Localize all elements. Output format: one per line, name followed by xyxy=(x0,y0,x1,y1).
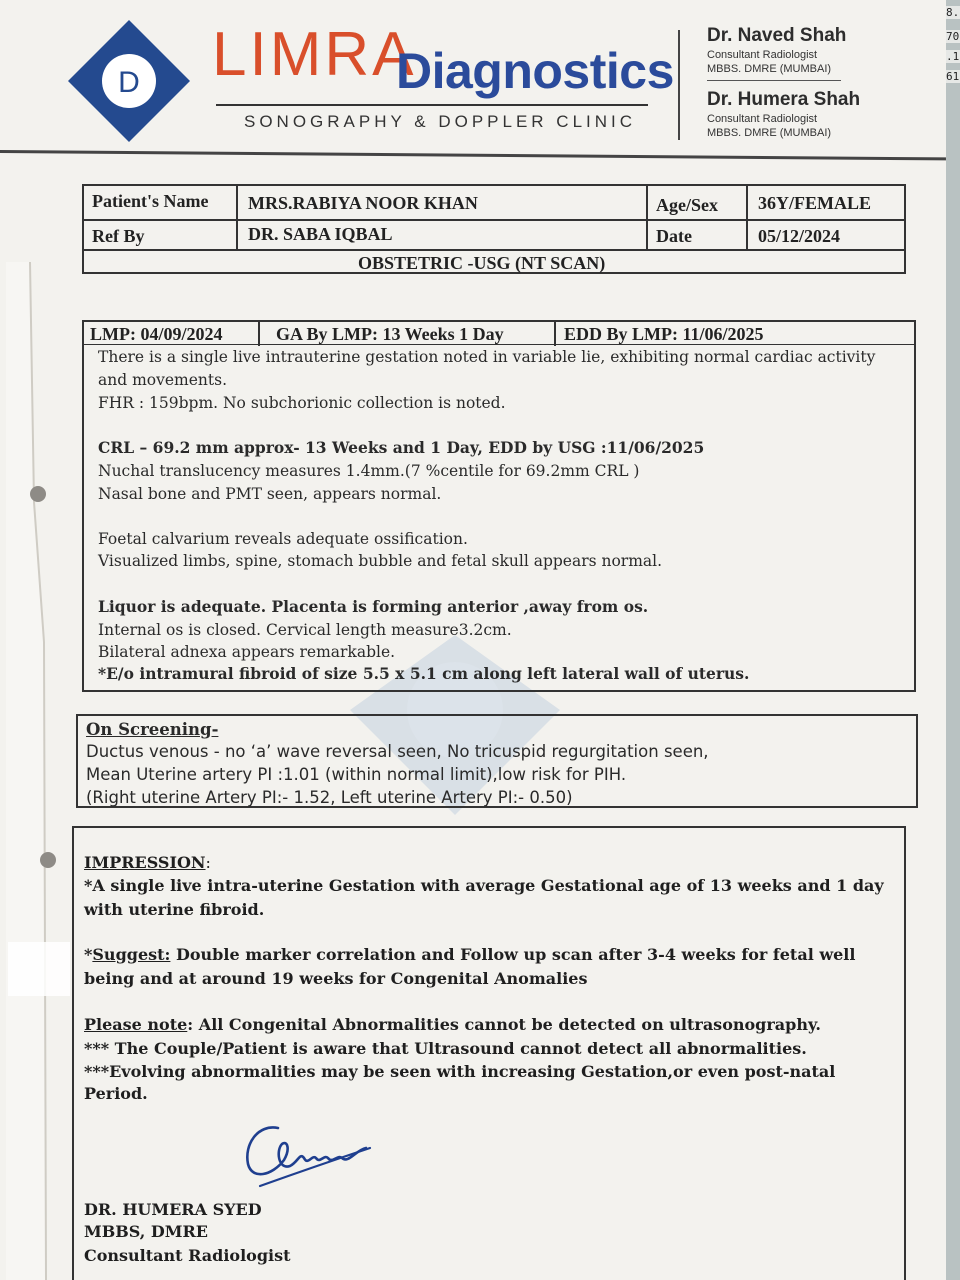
screening-heading: On Screening- xyxy=(86,720,219,739)
screening-line: (Right uterine Artery PI:- 1.52, Left uterine Artery PI:- 0.50) xyxy=(86,788,573,807)
finding-line: FHR : 159bpm. No subchorionic collection is noted. xyxy=(98,394,506,412)
fibroid-line: *E/o intramural fibroid of size 5.5 x 5.1 cm along left lateral wall of uterus. xyxy=(98,664,750,683)
finding-line: There is a single live intrauterine gestation noted in variable lie, exhibiting normal cardiac activity xyxy=(98,348,876,366)
crl-line: CRL – 69.2 mm approx- 13 Weeks and 1 Day, EDD by USG :11/06/2025 xyxy=(98,438,705,457)
doctor-2-qualification: MBBS. DMRE (MUMBAI) xyxy=(707,127,832,139)
note-line xyxy=(84,1015,821,1034)
table-line xyxy=(746,184,748,250)
brand-tagline: SONOGRAPHY & DOPPLER CLINIC xyxy=(244,112,637,131)
finding-line: Nuchal translucency measures 1.4mm.(7 %centile for 69.2mm CRL ) xyxy=(98,462,640,480)
lmp-date: LMP: 04/09/2024 xyxy=(90,324,223,344)
underlying-page-strip xyxy=(946,0,960,1280)
divider xyxy=(216,104,648,106)
table-line xyxy=(646,184,648,250)
ga-by-lmp: GA By LMP: 13 Weeks 1 Day xyxy=(276,324,504,344)
suggest-text: Double marker correlation and Follow up scan after 3-4 weeks for fetal well xyxy=(170,945,856,964)
screening-line: Ductus venous - no ‘a’ wave reversal seen, No tricuspid regurgitation seen, xyxy=(86,742,709,761)
brand-secondary: Diagnostics xyxy=(396,43,674,99)
ref-by-value: DR. SABA IQBAL xyxy=(248,224,393,244)
strip-text: 61 xyxy=(946,70,960,83)
screening-line: Mean Uterine artery PI :1.01 (within normal limit),low risk for PIH. xyxy=(86,765,627,784)
doctor-1-qualification: MBBS. DMRE (MUMBAI) xyxy=(707,63,832,75)
suggest-line xyxy=(84,945,855,964)
doctor-2-name: Dr. Humera Shah xyxy=(707,89,861,110)
suggest-star: * xyxy=(84,945,93,964)
table-line xyxy=(82,249,906,251)
signatory-designation: Consultant Radiologist xyxy=(84,1246,291,1265)
doctor-1-role: Consultant Radiologist xyxy=(707,49,818,61)
note-line: ***Evolving abnormalities may be seen with increasing Gestation,or even post-natal xyxy=(84,1062,836,1081)
binder-clip xyxy=(0,262,70,1280)
table-line xyxy=(82,219,906,221)
date-value: 05/12/2024 xyxy=(758,226,841,246)
svg-text:D: D xyxy=(118,66,140,99)
doctor-1-name: Dr. Naved Shah xyxy=(707,25,847,46)
signatory-qualification: MBBS, DMRE xyxy=(84,1222,208,1241)
suggest-label: Suggest: xyxy=(92,945,171,964)
table-line xyxy=(236,184,238,250)
ref-by-label: Ref By xyxy=(92,226,145,246)
impression-line: *A single live intra-uterine Gestation with average Gestational age of 13 weeks and 1 day xyxy=(84,876,884,895)
exam-title: OBSTETRIC -USG (NT SCAN) xyxy=(358,253,606,273)
liquor-line: Liquor is adequate. Placenta is forming anterior ,away from os. xyxy=(98,597,649,616)
signature-image xyxy=(238,1114,378,1196)
divider xyxy=(707,80,841,81)
note-line: Period. xyxy=(84,1084,148,1103)
strip-text: 70 xyxy=(946,30,960,43)
note-text: : All Congenital Abnormalities cannot be detected on ultrasonography. xyxy=(187,1015,821,1034)
signatory-name: DR. HUMERA SYED xyxy=(84,1200,262,1219)
impression-label: IMPRESSION xyxy=(84,853,206,872)
suggest-line: being and at around 19 weeks for Congenital Anomalies xyxy=(84,969,588,988)
date-label: Date xyxy=(656,226,692,246)
finding-line: and movements. xyxy=(98,371,227,389)
patient-name-label: Patient's Name xyxy=(92,191,209,211)
finding-line: Bilateral adnexa appears remarkable. xyxy=(98,643,396,661)
strip-text: .1 xyxy=(946,50,960,63)
table-line xyxy=(258,320,260,346)
finding-line: Internal os is closed. Cervical length measure3.2cm. xyxy=(98,621,512,639)
impression-line: with uterine fibroid. xyxy=(84,900,265,919)
impression-colon: : xyxy=(205,853,211,872)
brand-primary: LIMRA xyxy=(212,20,417,89)
finding-line: Nasal bone and PMT seen, appears normal. xyxy=(98,485,442,503)
doctor-2-role: Consultant Radiologist xyxy=(707,113,818,125)
note-line: *** The Couple/Patient is aware that Ultrasound cannot detect all abnormalities. xyxy=(84,1039,807,1058)
table-line xyxy=(554,320,556,346)
age-sex-value: 36Y/FEMALE xyxy=(758,193,872,213)
clinic-logo xyxy=(66,18,192,144)
divider xyxy=(678,30,680,140)
patient-name-value: MRS.RABIYA NOOR KHAN xyxy=(248,193,478,213)
note-label: Please note xyxy=(84,1015,188,1034)
finding-line: Foetal calvarium reveals adequate ossification. xyxy=(98,530,468,548)
strip-text: 8. xyxy=(946,6,960,19)
age-sex-label: Age/Sex xyxy=(656,195,718,215)
finding-line: Visualized limbs, spine, stomach bubble and fetal skull appears normal. xyxy=(98,552,663,570)
edd-by-lmp: EDD By LMP: 11/06/2025 xyxy=(564,324,764,344)
impression-heading xyxy=(84,853,211,872)
